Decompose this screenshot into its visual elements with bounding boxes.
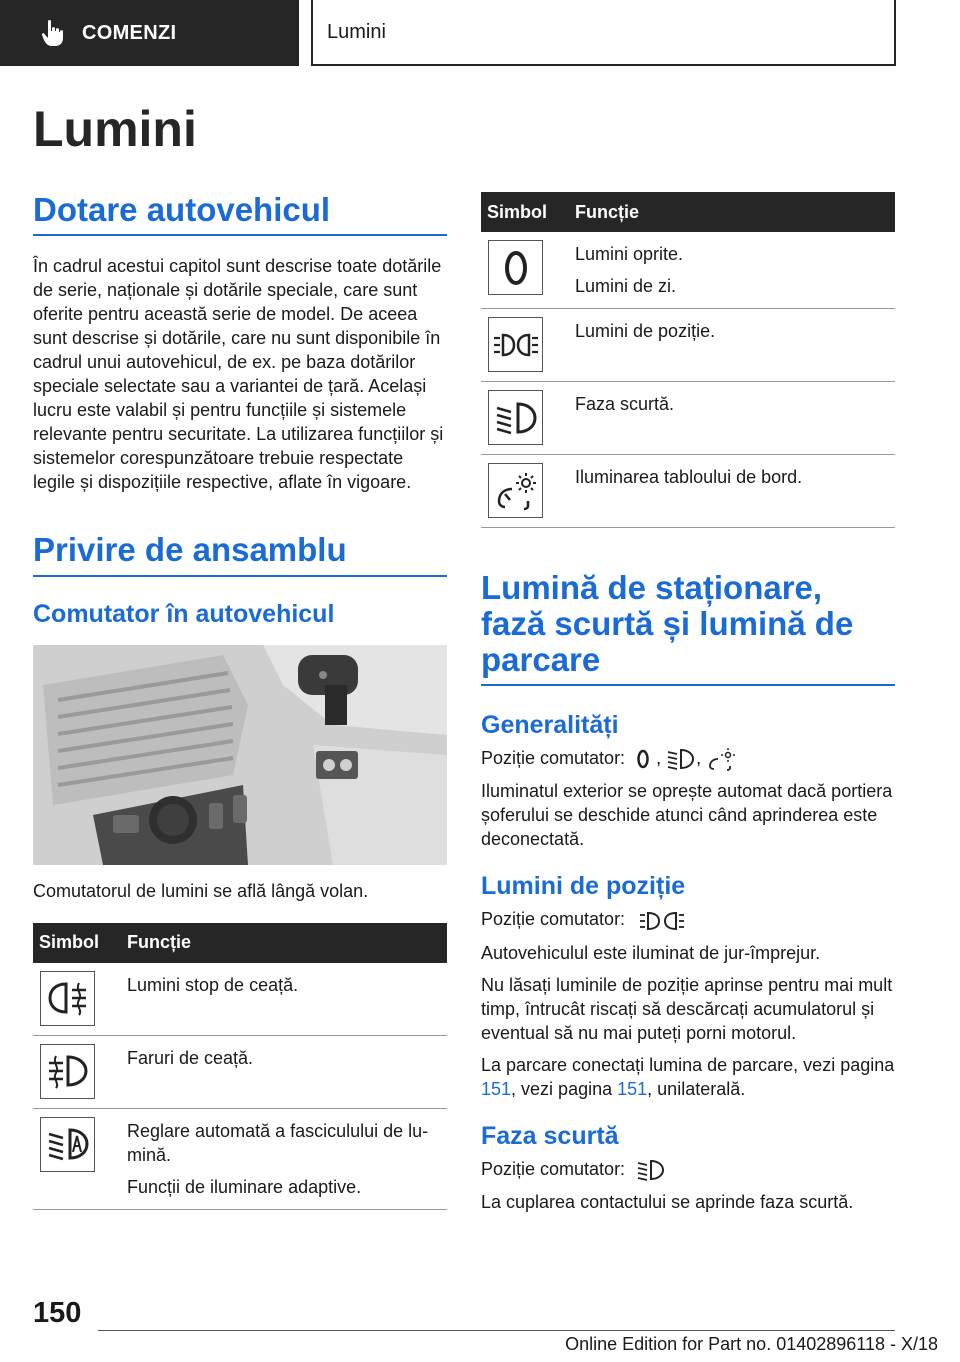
paragraph-dotare: În cadrul acestui capitol sunt descrise toate dotările de serie, naționale și dotările speciale, care sunt oferite pentru această serie de model. De aceea sunt descrise și dotările, care nu sunt disponibile în cadrul unui autovehicul, de ex. pe baza dotărilor speciale selectate sau a variantei de țară. Același lucru este valabil și pentru funcțiile și sistemele relevante pentru securitate. La utilizarea funcțiilor și sistemelor corespunzătoare trebuie respectate legile și dispozițiile respective, aflate în vigoare. bbox=[33, 256, 444, 493]
paragraph-autovehicul: Autovehiculul este iluminat de jur-împrejur. bbox=[481, 942, 821, 963]
table-row bbox=[33, 1108, 447, 1209]
zero-position-icon bbox=[630, 747, 656, 771]
section-tab[interactable] bbox=[311, 0, 896, 66]
hand-pointer-icon bbox=[40, 19, 66, 47]
heading-dotare: Dotare autovehicul bbox=[33, 192, 447, 236]
table-row bbox=[33, 963, 447, 1036]
pozitie-line-3 bbox=[481, 1157, 895, 1182]
row-text-2: Lumini de zi. bbox=[575, 276, 677, 296]
footer-divider bbox=[98, 1330, 895, 1331]
row-text-1: Faza scurtă. bbox=[575, 394, 675, 414]
instrument-lighting-icon bbox=[706, 747, 736, 771]
heading-comutator: Comutator în autovehicul bbox=[33, 599, 335, 628]
paragraph-cuplarea: La cuplarea contactului se aprinde faza scurtă. bbox=[481, 1191, 854, 1212]
col-header-simbol: Simbol bbox=[481, 192, 567, 232]
section-tab-label: Lumini bbox=[327, 20, 386, 43]
heading-faza-scurta: Faza scurtă bbox=[481, 1121, 619, 1150]
table-row bbox=[481, 382, 895, 455]
instrument-lighting-icon bbox=[488, 463, 543, 518]
table-row bbox=[481, 455, 895, 528]
row-text-2: Funcții de iluminare adaptive. bbox=[127, 1176, 362, 1197]
row-text-1: Lumini de poziție. bbox=[575, 321, 716, 341]
comma: , bbox=[696, 748, 702, 768]
heading-privire: Privire de ansamblu bbox=[33, 532, 447, 576]
row-text-1: Faruri de ceață. bbox=[127, 1047, 254, 1068]
low-beam-icon bbox=[636, 1158, 666, 1182]
page-title: Lumini bbox=[33, 101, 197, 157]
parcare-text-a: La parcare conectați lumina de parcare, vezi pagina bbox=[481, 1054, 895, 1075]
zero-position-icon bbox=[488, 240, 543, 295]
footer-edition: Online Edition for Part no. 01402896118 - X/18 bbox=[565, 1334, 938, 1354]
table-header bbox=[33, 923, 447, 963]
dashboard-illustration bbox=[33, 645, 447, 865]
heading-lumini-pozitie: Lumini de poziție bbox=[481, 872, 686, 901]
page-link-151-second[interactable]: 151 bbox=[617, 1078, 648, 1099]
row-text-1: Iluminarea tabloului de bord. bbox=[575, 467, 803, 487]
page-link-151[interactable]: 151 bbox=[481, 1078, 512, 1099]
pozitie-label: Poziție comutator: bbox=[481, 909, 626, 930]
heading-generalitati: Generalități bbox=[481, 711, 619, 739]
table-row bbox=[481, 309, 895, 382]
front-fog-light-icon bbox=[40, 1044, 95, 1099]
table-row bbox=[481, 232, 895, 309]
low-beam-icon bbox=[488, 390, 543, 445]
rear-fog-light-icon bbox=[40, 971, 95, 1026]
pozitie-line-1 bbox=[481, 746, 895, 771]
paragraph-nu-lasati: Nu lăsați luminile de poziție aprinse pentru mai mult timp, întrucât riscați să descărcați acumulatorul și eventual să nu mai puteți porni motorul. bbox=[481, 974, 893, 1043]
left-column bbox=[33, 192, 447, 1210]
row-text-1: Lumini stop de ceață. bbox=[127, 974, 299, 995]
pozitie-label: Poziție comutator: bbox=[481, 1158, 626, 1179]
symbol-table-right bbox=[481, 192, 895, 528]
pozitie-line-2 bbox=[481, 907, 895, 932]
chapter-tab[interactable] bbox=[0, 0, 299, 66]
symbol-table-left bbox=[33, 923, 447, 1210]
table-header bbox=[481, 192, 895, 232]
automatic-headlight-icon bbox=[40, 1117, 95, 1172]
paragraph-iluminat: Iluminatul exterior se oprește automat dacă portiera șoferului se deschide atunci când aprinderea este deconectată. bbox=[481, 781, 893, 850]
heading-lumina-stationare: Lumină de staționare, fază scurtă și lumină de parcare bbox=[481, 570, 895, 686]
parking-light-icon bbox=[488, 317, 543, 372]
row-text-1: Lumini oprite. bbox=[575, 244, 684, 264]
col-header-functie: Funcție bbox=[119, 923, 447, 963]
parcare-text-c: , unilaterală. bbox=[647, 1078, 746, 1099]
right-column bbox=[481, 192, 895, 1214]
parcare-text-b: , vezi pagina bbox=[511, 1078, 618, 1099]
col-header-functie: Funcție bbox=[567, 192, 895, 232]
light-switch-photo bbox=[33, 645, 447, 865]
photo-caption: Comutatorul de lumini se află lângă volan. bbox=[33, 880, 369, 901]
table-row bbox=[33, 1035, 447, 1108]
page-number: 150 bbox=[33, 1297, 82, 1329]
col-header-simbol: Simbol bbox=[33, 923, 119, 963]
low-beam-icon bbox=[666, 747, 696, 771]
comma: , bbox=[656, 748, 662, 768]
pozitie-label: Poziție comutator: bbox=[481, 748, 626, 768]
paragraph-parcare bbox=[481, 1053, 895, 1101]
row-text-1: Reglare automată a fasciculului de lumină. bbox=[127, 1120, 429, 1165]
chapter-tab-label: COMENZI bbox=[82, 21, 177, 44]
parking-light-icon bbox=[638, 909, 686, 933]
